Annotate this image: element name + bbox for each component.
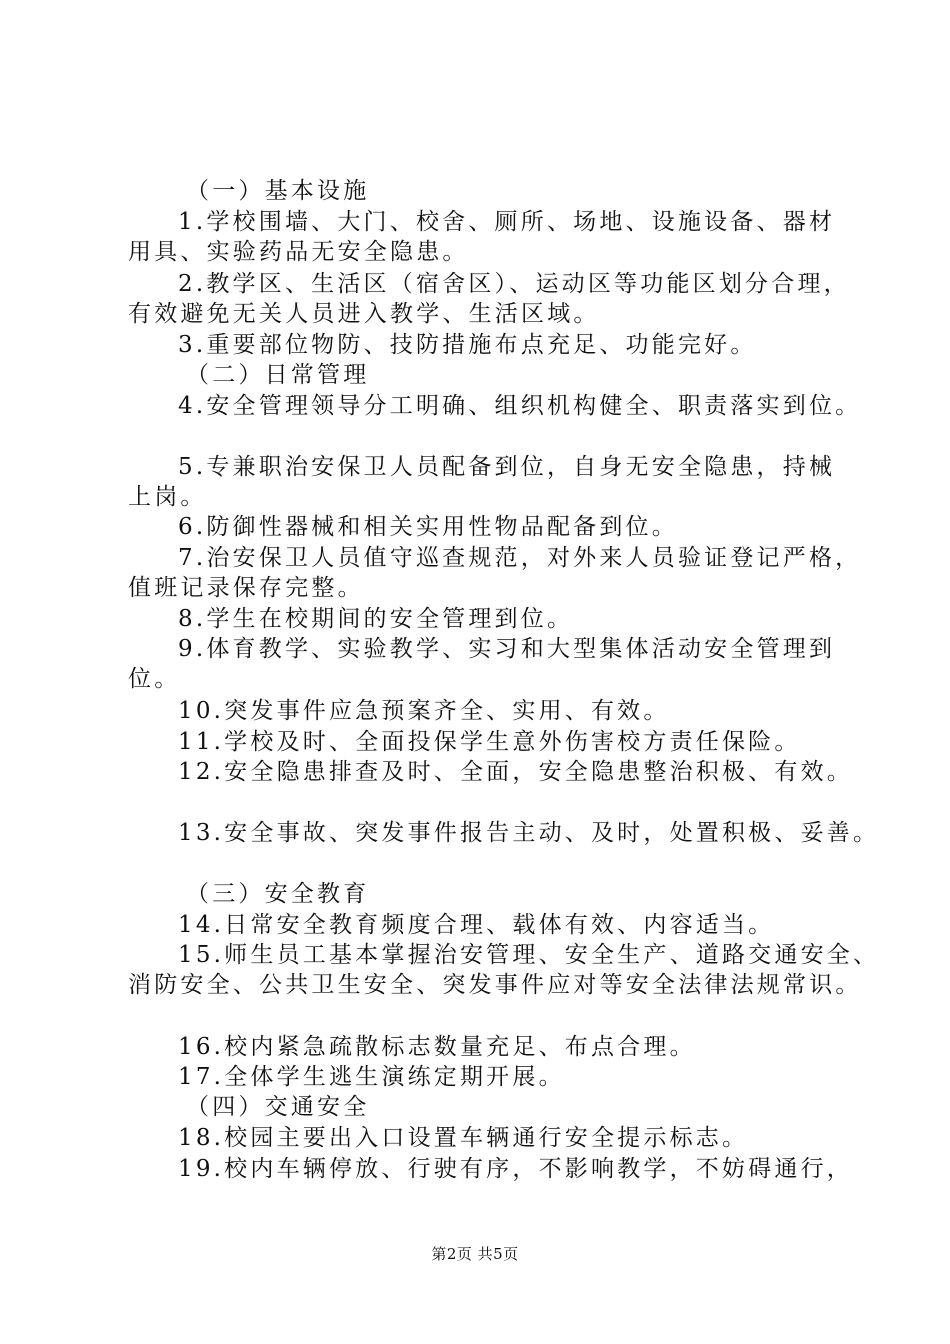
section-heading-daily-management: （二）日常管理 xyxy=(186,362,370,388)
list-item-8: 8.学生在校期间的安全管理到位。 xyxy=(178,606,574,632)
list-item-15: 15.师生员工基本掌握治安管理、安全生产、道路交通安全、 xyxy=(178,942,880,968)
page-number-footer: 第2页 共5页 xyxy=(431,1245,519,1263)
section-heading-safety-education: （三）安全教育 xyxy=(186,881,370,907)
list-item-17: 17.全体学生逃生演练定期开展。 xyxy=(178,1064,565,1090)
list-item-1: 1.学校围墙、大门、校舍、厕所、场地、设施设备、器材 xyxy=(178,209,836,235)
list-item-7: 7.治安保卫人员值守巡查规范，对外来人员验证登记严格， xyxy=(178,545,862,571)
list-item-15-cont: 消防安全、公共卫生安全、突发事件应对等安全法律法规常识。 xyxy=(128,972,862,998)
list-item-9: 9.体育教学、实验教学、实习和大型集体活动安全管理到 xyxy=(178,636,836,662)
list-item-4: 4.安全管理领导分工明确、组织机构健全、职责落实到位。 xyxy=(178,393,862,419)
list-item-10: 10.突发事件应急预案齐全、实用、有效。 xyxy=(178,698,670,724)
list-item-13: 13.安全事故、突发事件报告主动、及时，处置积极、妥善。 xyxy=(178,820,880,846)
list-item-18: 18.校园主要出入口设置车辆通行安全提示标志。 xyxy=(178,1125,749,1151)
list-item-5-cont: 上岗。 xyxy=(128,484,207,510)
list-item-2: 2.教学区、生活区（宿舍区）、运动区等功能区划分合理， xyxy=(178,271,850,297)
list-item-3: 3.重要部位物防、技防措施布点充足、功能完好。 xyxy=(178,332,757,358)
list-item-11: 11.学校及时、全面投保学生意外伤害校方责任保险。 xyxy=(178,729,801,755)
list-item-14: 14.日常安全教育频度合理、载体有效、内容适当。 xyxy=(178,912,775,938)
list-item-6: 6.防御性器械和相关实用性物品配备到位。 xyxy=(178,514,678,540)
list-item-2-cont: 有效避免无关人员进入教学、生活区域。 xyxy=(128,301,600,327)
list-item-19: 19.校内车辆停放、行驶有序，不影响教学，不妨碍通行， xyxy=(178,1156,853,1182)
list-item-5: 5.专兼职治安保卫人员配备到位，自身无安全隐患，持械 xyxy=(178,454,836,480)
list-item-7-cont: 值班记录保存完整。 xyxy=(128,575,364,601)
list-item-1-cont: 用具、实验药品无安全隐患。 xyxy=(128,239,469,265)
section-heading-traffic-safety: （四）交通安全 xyxy=(186,1094,370,1120)
section-heading-basic-facilities: （一）基本设施 xyxy=(186,178,370,204)
list-item-12: 12.安全隐患排查及时、全面，安全隐患整治积极、有效。 xyxy=(178,759,853,785)
list-item-16: 16.校内紧急疏散标志数量充足、布点合理。 xyxy=(178,1034,696,1060)
list-item-9-cont: 位。 xyxy=(128,666,181,692)
